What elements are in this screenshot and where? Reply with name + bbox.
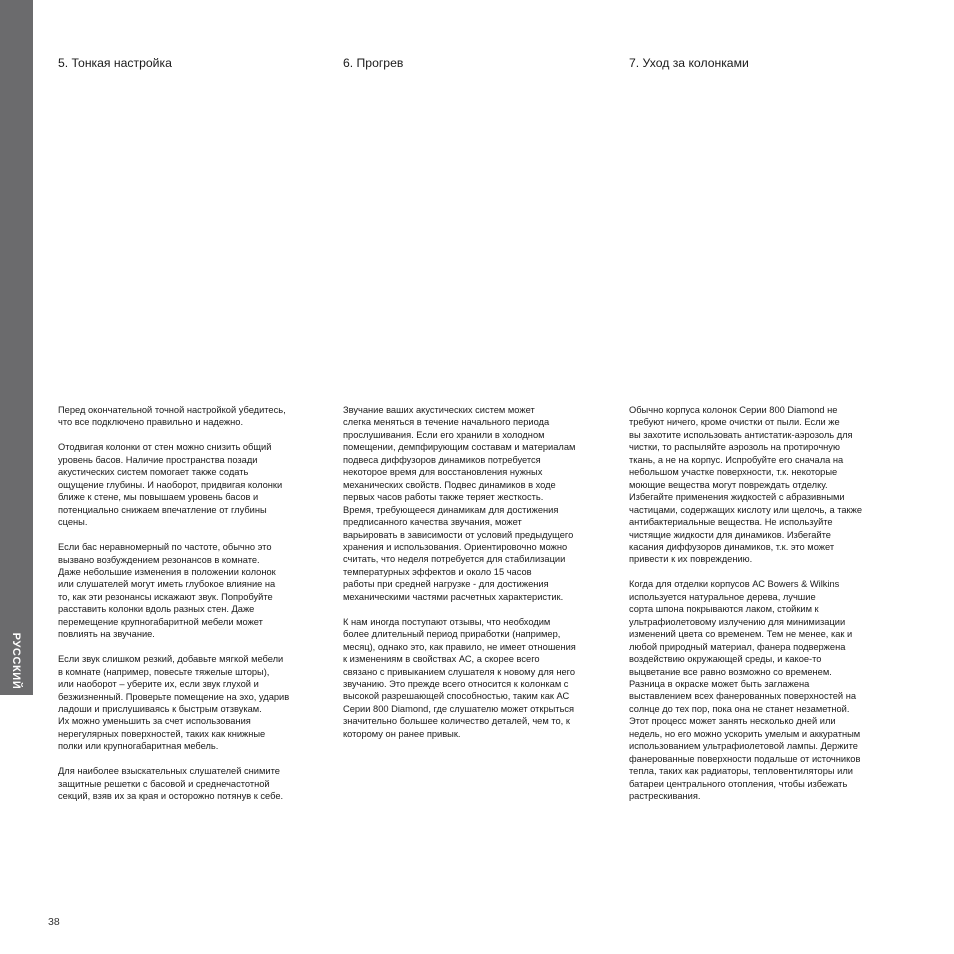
paragraph: Звучание ваших акустических систем может слегка меняться в течение начального периода прослушивания. Если его хранили в холодном помещении, демпфирующим составам и материалам подвеса диффузоров динамиков потребуется некоторое время для восстановления нужных механических свойств. Подвес динамиков в ходе первых часов работы также теряет жесткость. Время, требующееся динамикам для достижения предписанного качества звучания, может варьировать в зависимости от условий предыдущего хранения и использования. Ориентировочно можно считать, что неделя потребуется для стабилизации температурных эффектов и около 15 часов работы при средней нагрузке - для достижения механическими частями расчетных характеристик. bbox=[343, 405, 576, 602]
paragraph: Обычно корпуса колонок Серии 800 Diamond не требуют ничего, кроме очистки от пыли. Если же вы захотите использовать антистатик-аэрозоль для чистки, то распыляйте аэрозоль на протирочную ткань, а не на корпус. Испробуйте его сначала на небольшом участке поверхности, т.к. некоторые моющие вещества могут повреждать отделку. Избегайте применения жидкостей с абразивными частицами, содержащих кислоту или щелочь, а также антибактериальные вещества. Не используйте чистящие жидкости для динамиков. Избегайте касания диффузоров динамиков, т.к. это может привести к их повреждению. bbox=[629, 405, 862, 565]
section-title-fine-tuning: 5. Тонкая настройка bbox=[58, 56, 172, 70]
paragraph: Если бас неравномерный по частоте, обычно это вызвано возбуждением резонансов в комнате. Даже небольшие изменения в положении колонок или слушателей могут иметь глубокое влияние на то, как эти резонансы искажают звук. Попробуйте расставить колонки вдоль разных стен. Даже перемещение крупногабаритной мебели может повлиять на звучание. bbox=[58, 542, 276, 640]
language-tab-label: РУССКИЙ bbox=[10, 632, 22, 690]
section-body-running-in bbox=[343, 404, 611, 753]
paragraph: К нам иногда поступают отзывы, что необходим более длительный период приработки (например, месяц), однако это, как правило, не имеет отношения к изменениям в свойствах АС, а скорее всего связано с привыканием слушателя к новому для него звучанию. Это прежде всего относится к колонкам с высокой разрешающей способностью, таким как АС Серии 800 Diamond, где слушателю может открыться значительно большее количество деталей, чем то, к которому он ранее привык. bbox=[343, 616, 576, 739]
paragraph: Перед окончательной точной настройкой убедитесь, что все подключено правильно и надежно. bbox=[58, 405, 286, 428]
paragraph: Отодвигая колонки от стен можно снизить общий уровень басов. Наличие пространства позади акустических систем помогает также содать ощущение глубины. И наоборот, придвигая колонки ближе к стене, мы повышаем уровень басов и потенциально снижаем впечатление от глубины сцены. bbox=[58, 442, 283, 528]
language-side-tab bbox=[0, 0, 33, 695]
section-body-aftercare bbox=[629, 404, 897, 815]
section-body-fine-tuning bbox=[58, 404, 326, 815]
paragraph: Для наиболее взыскательных слушателей снимите защитные решетки с басовой и среднечастотной секций, взяв их за края и осторожно потянув к себе. bbox=[58, 766, 284, 802]
section-title-running-in: 6. Прогрев bbox=[343, 56, 404, 70]
paragraph: Если звук слишком резкий, добавьте мягкой мебели в комнате (например, повесьте тяжелые шторы), или наоборот – уберите их, если звук глухой и безжизненный. Проверьте помещение на эхо, ударив ладоши и прислушиваясь к быстрым отзвукам. Их можно уменьшить за счет использования нерегулярных поверхностей, таких как книжные полки или крупногабаритная мебель. bbox=[58, 654, 290, 752]
page-number: 38 bbox=[48, 916, 60, 928]
section-title-aftercare: 7. Уход за колонками bbox=[629, 56, 749, 70]
paragraph: Когда для отделки корпусов АС Bowers & Wilkins используется натуральное дерева, лучшие сорта шпона покрываются лаком, стойким к ультрафиолетовому излучению для минимизации изменений цвета со временем. Тем не менее, как и любой природный материал, фанера подвержена воздействию окружающей среды, и какое-то выцветание все равно возможно со временем. Разница в окраске может быть заглажена выставлением всех фанерованных поверхностей на солнце до тех пор, пока она не станет незаметной. Этот процесс может занять несколько дней или недель, но его можно ускорить умелым и аккуратным использованием ультрафиолетовой лампы. Держите фанерованные поверхности подальше от источников тепла, таких как радиаторы, тепловентиляторы или батареи центрального отопления, чтобы избежать растрескивания. bbox=[629, 579, 861, 802]
